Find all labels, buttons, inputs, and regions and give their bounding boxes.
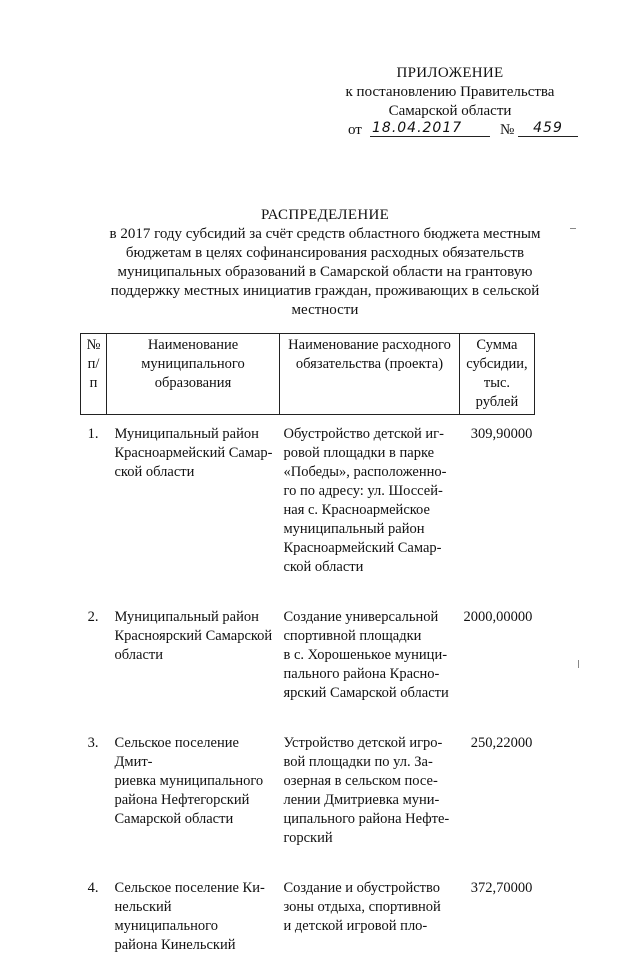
row-obligation: Создание универсальной спортивной площадки в с. Хорошенькое муници- пального района Красно- ярский Самарской области xyxy=(283,609,449,701)
row-municipality: Муниципальный район Красноармейский Самар- ской области xyxy=(114,426,273,480)
row-amount: 309,90000 xyxy=(470,426,533,442)
row-municipality: Муниципальный район Красноярский Самарской области xyxy=(114,609,273,663)
row-num: 4. xyxy=(87,880,99,896)
row-obligation: Обустройство детской иг- ровой площадки в парке «Победы», расположенно- го по адресу: ул. Шоссей- ная с. Красноармейское муниципальный район Красноармейский Самар- ской области xyxy=(283,426,447,575)
header-municipality: Наименование муниципального образования xyxy=(107,334,280,415)
row-num: 3. xyxy=(87,735,99,751)
row-num: 2. xyxy=(87,609,99,625)
table-row xyxy=(81,425,535,577)
row-amount: 2000,00000 xyxy=(463,609,533,625)
row-amount: 372,70000 xyxy=(470,880,533,896)
decree-number: 459 xyxy=(518,120,578,137)
decree-date: 18.04.2017 xyxy=(370,120,490,137)
scan-speck xyxy=(578,660,579,668)
table-row xyxy=(81,879,535,955)
table-row xyxy=(81,734,535,848)
appendix-line-decree: к постановлению Правительства xyxy=(345,84,555,100)
row-municipality: Сельское поселение Ки- нельский муниципального района Кинельский xyxy=(114,880,265,953)
row-num: 1. xyxy=(87,426,99,442)
row-obligation: Устройство детской игро- вой площадки по ул. За- озерная в сельском посе- лении Дмитриевка муни- ципального района Нефте- горский xyxy=(283,735,450,846)
header-num: № п/п xyxy=(81,334,107,415)
scan-speck xyxy=(570,228,576,229)
subsidy-table xyxy=(80,333,535,955)
number-sign: № xyxy=(500,122,515,138)
appendix-header xyxy=(300,64,600,121)
table-header-row xyxy=(81,334,535,415)
decree-date-number xyxy=(348,120,598,140)
table-row xyxy=(81,608,535,703)
row-obligation: Создание и обустройство зоны отдыха, спортивной и детской игровой пло- xyxy=(283,880,441,934)
appendix-title: ПРИЛОЖЕНИЕ xyxy=(396,65,504,81)
document-subtitle: в 2017 году субсидий за счёт средств областного бюджета местным бюджетам в целях софинансирования расходных обязательств муниципальных образований в Самарской области на грантовую поддержку местных инициатив граждан, проживающих в сельской местности xyxy=(109,226,541,318)
document-heading: РАСПРЕДЕЛЕНИЕ xyxy=(260,207,390,223)
row-amount: 250,22000 xyxy=(470,735,533,751)
header-amount: Сумма субсидии, тыс. рублей xyxy=(460,334,535,415)
row-municipality: Сельское поселение Дмит- риевка муниципального района Нефтегорский Самарской области xyxy=(114,735,264,827)
date-prefix: от xyxy=(348,122,362,138)
header-obligation: Наименование расходного обязательства (проекта) xyxy=(280,334,460,415)
appendix-line-region: Самарской области xyxy=(388,103,512,119)
document-title xyxy=(90,206,560,320)
